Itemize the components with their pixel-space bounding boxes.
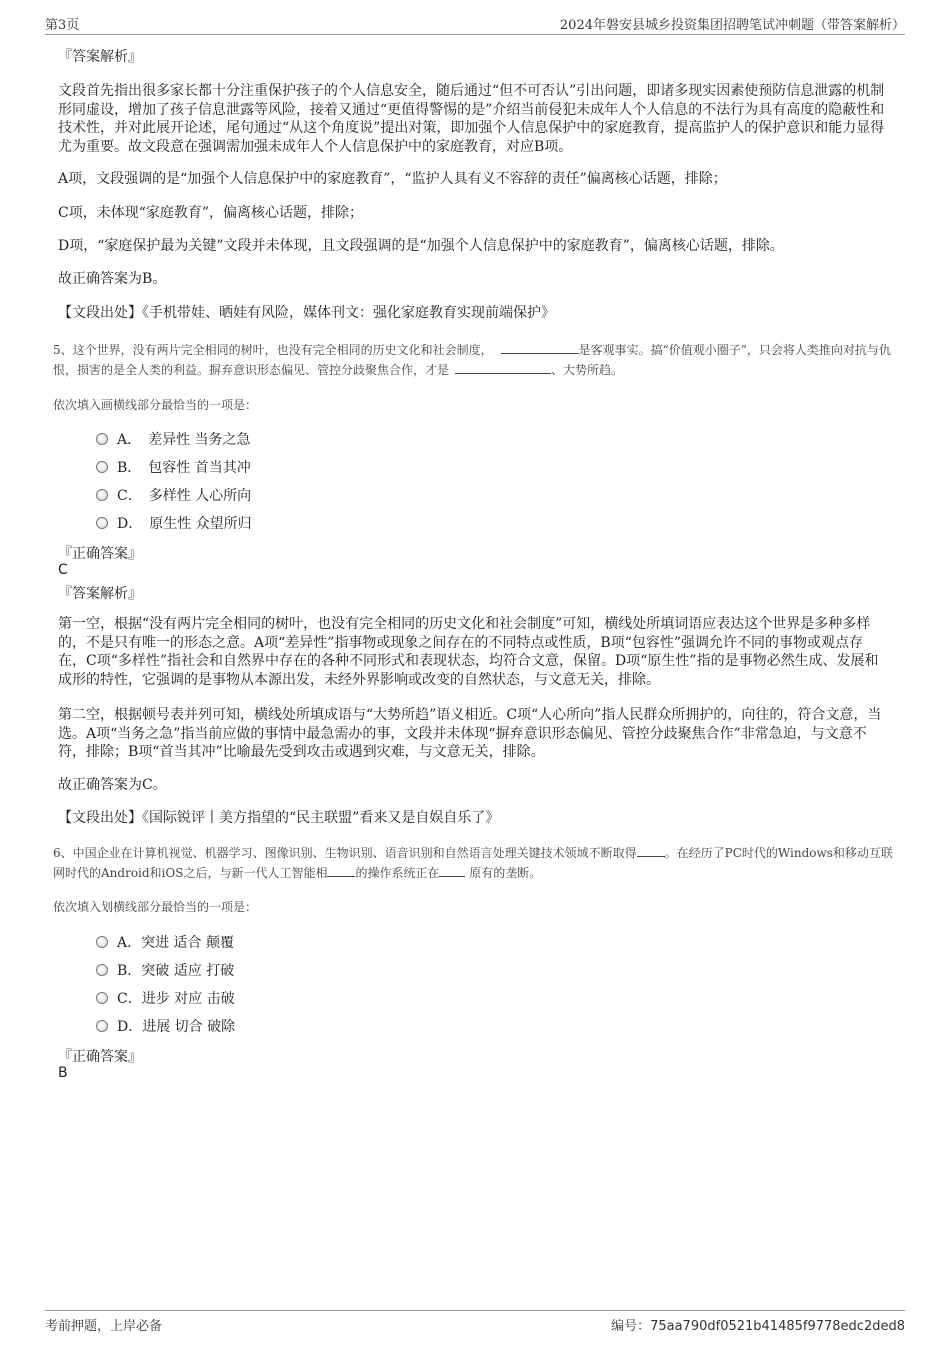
q4-analysis-paragraph-1: 文段首先指出很多家长都十分注重保护孩子的个人信息安全，随后通过“但不可否认”引出问题，即诸多现实因素使预防信息泄露的机制形同虚设，增加了孩子信息泄露等风险，接着又通过“更值得警惕的是”介绍当前侵犯未成年人个人信息的不法行为具有高度的隐蔽性和技术性，并对此展开论述，尾句通过“从这个角度说”提出对策，即加强个人信息保护中的家庭教育，提高监护人的保护意识和能力显得尤为重要。故文段意在强调需加强未成年人个人信息保护中的家庭教育，对应B项。 (58, 83, 885, 155)
radio-button-icon[interactable] (96, 964, 108, 976)
footer-code-value: 75aa790df0521b41485f9778edc2ded8 (650, 1319, 905, 1334)
q6-stem-part-4: 原有的垄断。 (465, 866, 542, 880)
q6-option-c-label: C．进步 对应 击破 (117, 991, 235, 1007)
radio-button-icon[interactable] (96, 433, 108, 445)
q5-answer: C (58, 562, 68, 578)
page-footer (45, 1310, 905, 1335)
q4-analysis-paragraph-2: A项，文段强调的是“加强个人信息保护中的家庭教育”，“监护人具有义不容辞的责任”偏离核心话题，排除； (58, 171, 727, 187)
footer-slogan: 考前押题，上岸必备 (45, 1319, 163, 1334)
radio-button-icon[interactable] (96, 461, 108, 473)
q5-stem-part-2: 是客观事实。搞“价值观小圈子”，只会将人类推向对抗与仇恨，损害的是全人类的利益。摒弃意识形态偏见、管控分歧聚焦合作，才是 (53, 343, 891, 377)
q6-instruction: 依次填入划横线部分最恰当的一项是： (53, 900, 258, 914)
q5-option-c-label: C． 多样性 人心所向 (117, 488, 252, 504)
footer-code-label: 编号： (611, 1319, 651, 1334)
q5-analysis-tag: 『答案解析』 (58, 586, 142, 602)
page-header (45, 12, 905, 35)
q6-option-b-label: B．突破 适应 打破 (117, 963, 235, 979)
page-number: 第3页 (45, 18, 80, 33)
q5-stem-part-3: 、大势所趋。 (551, 363, 624, 377)
radio-button-icon[interactable] (96, 489, 108, 501)
q5-analysis-paragraph-1: 第一空，根据“没有两片完全相同的树叶，也没有完全相同的历史文化和社会制度”可知，横线处所填词语应表达这个世界是多种多样的，不是只有唯一的形态之意。A项“差异性”指事物或现象之间存在的不同特点或性质，B项“包容性”强调允许不同的事物或观点存在，C项“多样性”指社会和自然界中存在的各种不同形式和表现状态，均符合文意，保留。D项“原生性”指的是事物必然生成、发展和成形的特性，它强调的是事物从本源出发，未经外界影响或改变的自然状态，与文意无关，排除。 (58, 616, 879, 688)
q6-stem-part-1: 6、中国企业在计算机视觉、机器学习、图像识别、生物识别、语音识别和自然语言处理关键技术领域不断取得 (53, 846, 637, 860)
q4-analysis-tag: 『答案解析』 (58, 49, 142, 65)
q5-blank-2 (455, 373, 551, 374)
q6-blank-1 (637, 856, 665, 857)
q5-stem-part-1: 5、这个世界，没有两片完全相同的树叶，也没有完全相同的历史文化和社会制度， (53, 343, 493, 357)
radio-button-icon[interactable] (96, 992, 108, 1004)
q6-answer: B (58, 1065, 68, 1081)
q5-option-d-label: D． 原生性 众望所归 (117, 516, 252, 532)
q4-source: 【文段出处】《手机带娃、晒娃有风险，媒体刊文：强化家庭教育实现前端保护》 (58, 305, 555, 321)
q6-stem (53, 843, 898, 883)
q4-analysis-paragraph-3: C项，未体现“家庭教育”，偏离核心话题，排除； (58, 205, 364, 221)
q4-conclusion: 故正确答案为B。 (58, 271, 167, 287)
q6-blank-3 (439, 876, 465, 877)
q5-option-b-label: B． 包容性 首当其冲 (117, 460, 251, 476)
q6-stem-part-2: 。在经历了PC时代的Windows和移动互联网时代的Android和iOS之后，与新一代人工智能相 (53, 846, 893, 880)
q6-answer-tag: 『正确答案』 (58, 1049, 142, 1065)
radio-button-icon[interactable] (96, 936, 108, 948)
q5-answer-tag: 『正确答案』 (58, 546, 142, 562)
radio-button-icon[interactable] (96, 517, 108, 529)
q6-option-a-label: A．突进 适合 颠覆 (117, 935, 235, 951)
q5-option-a-label: A． 差异性 当务之急 (117, 432, 251, 448)
q4-analysis-paragraph-4: D项，“家庭保护最为关键”文段并未体现，且文段强调的是“加强个人信息保护中的家庭教育”，偏离核心话题，排除。 (58, 238, 784, 254)
q5-instruction: 依次填入画横线部分最恰当的一项是： (53, 398, 258, 412)
footer-code (611, 1315, 905, 1334)
q5-stem (53, 340, 898, 380)
q5-source: 【文段出处】《国际锐评丨美方指望的“民主联盟”看来又是自娱自乐了》 (58, 810, 500, 826)
q5-blank-1 (501, 353, 579, 354)
q6-stem-part-3: 的操作系统正在 (355, 866, 440, 880)
radio-button-icon[interactable] (96, 1020, 108, 1032)
q6-blank-2 (327, 876, 355, 877)
q6-option-d-label: D．进展 切合 破除 (117, 1019, 236, 1035)
q5-conclusion: 故正确答案为C。 (58, 777, 167, 793)
q5-analysis-paragraph-2: 第二空，根据顿号表并列可知，横线处所填成语与“大势所趋”语义相近。C项“人心所向”指人民群众所拥护的，向往的，符合文意，当选。A项“当务之急”指当前应做的事情中最急需办的事，文段并未体现“摒弃意识形态偏见、管控分歧聚焦合作”非常急迫，与文意不符，排除；B项“首当其冲”比喻最先受到攻击或遇到灾难，与文意无关，排除。 (58, 707, 882, 760)
document-title: 2024年磐安县城乡投资集团招聘笔试冲刺题（带答案解析） (559, 18, 905, 33)
